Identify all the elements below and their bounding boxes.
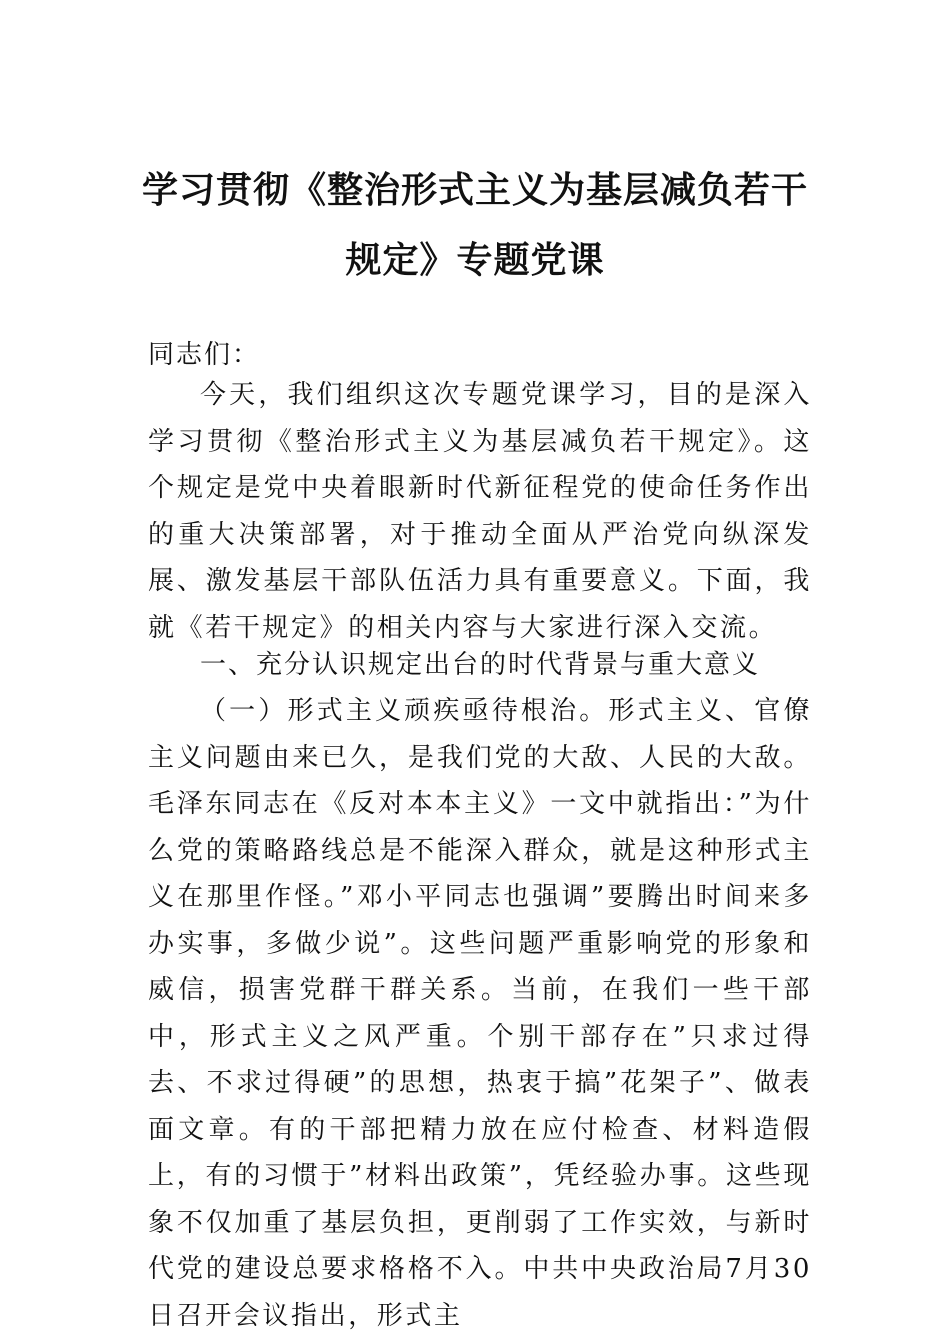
subsection-1-title: （一）形式主义顽疾亟待根治。 — [200, 696, 609, 726]
document-title-line-2: 规定》专题党课 — [345, 239, 605, 281]
document-title-line-1: 学习贯彻《整治形式主义为基层减负若干 — [141, 169, 808, 211]
subsection-1-paragraph — [148, 688, 812, 1339]
subsection-1-body: 形式主义、官僚主义问题由来已久，是我们党的大敌、人民的大敌。毛泽东同志在《反对本本主义》一文中就指出：”为什么党的策略路线总是不能深入群众，就是这种形式主义在那里作怪。”邓小平同志也强调”要腾出时间来多办实事，多做少说”。这些问题严重影响党的形象和威信，损害党群干群关系。当前，在我们一些干部中，形式主义之风严重。个别干部存在”只求过得去、不求过得硬”的思想，热衷于搞”花架子”、做表面文章。有的干部把精力放在应付检查、材料造假上，有的习惯于”材料出政策”，凭经验办事。这些现象不仅加重了基层负担，更削弱了工作实效，与新时代党的建设总要求格格不入。中共中央政治局7月30日召开会议指出，形式主 — [148, 696, 812, 1331]
section-heading-1: 一、充分认识规定出台的时代背景与重大意义 — [200, 650, 761, 680]
intro-paragraph: 今天，我们组织这次专题党课学习，目的是深入学习贯彻《整治形式主义为基层减负若干规定》。这个规定是党中央着眼新时代新征程党的使命任务作出的重大决策部署，对于推动全面从严治党向纵深发展、激发基层干部队伍活力具有重要意义。下面，我就《若干规定》的相关内容与大家进行深入交流。 — [148, 380, 812, 643]
salutation: 同志们： — [148, 340, 261, 370]
